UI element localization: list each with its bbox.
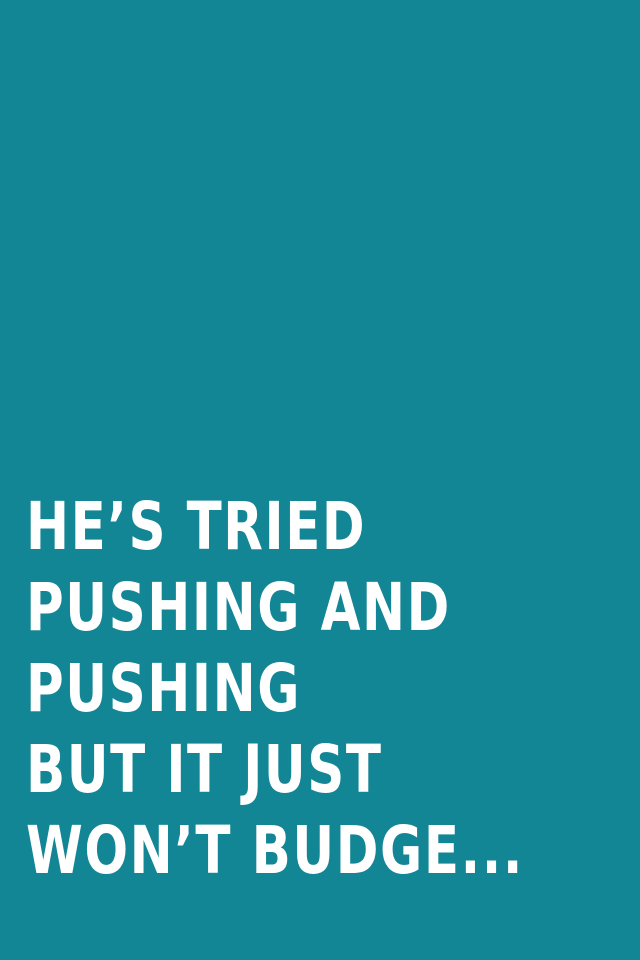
caption-line-4: BUT IT JUST [26,731,383,808]
caption-line-3: PUSHING [26,650,302,727]
caption-line-1: HE’S TRIED [26,488,367,565]
caption-text [26,486,640,891]
caption-line-2: PUSHING AND [26,569,451,646]
caption-line-5: WON’T BUDGE... [26,812,524,889]
